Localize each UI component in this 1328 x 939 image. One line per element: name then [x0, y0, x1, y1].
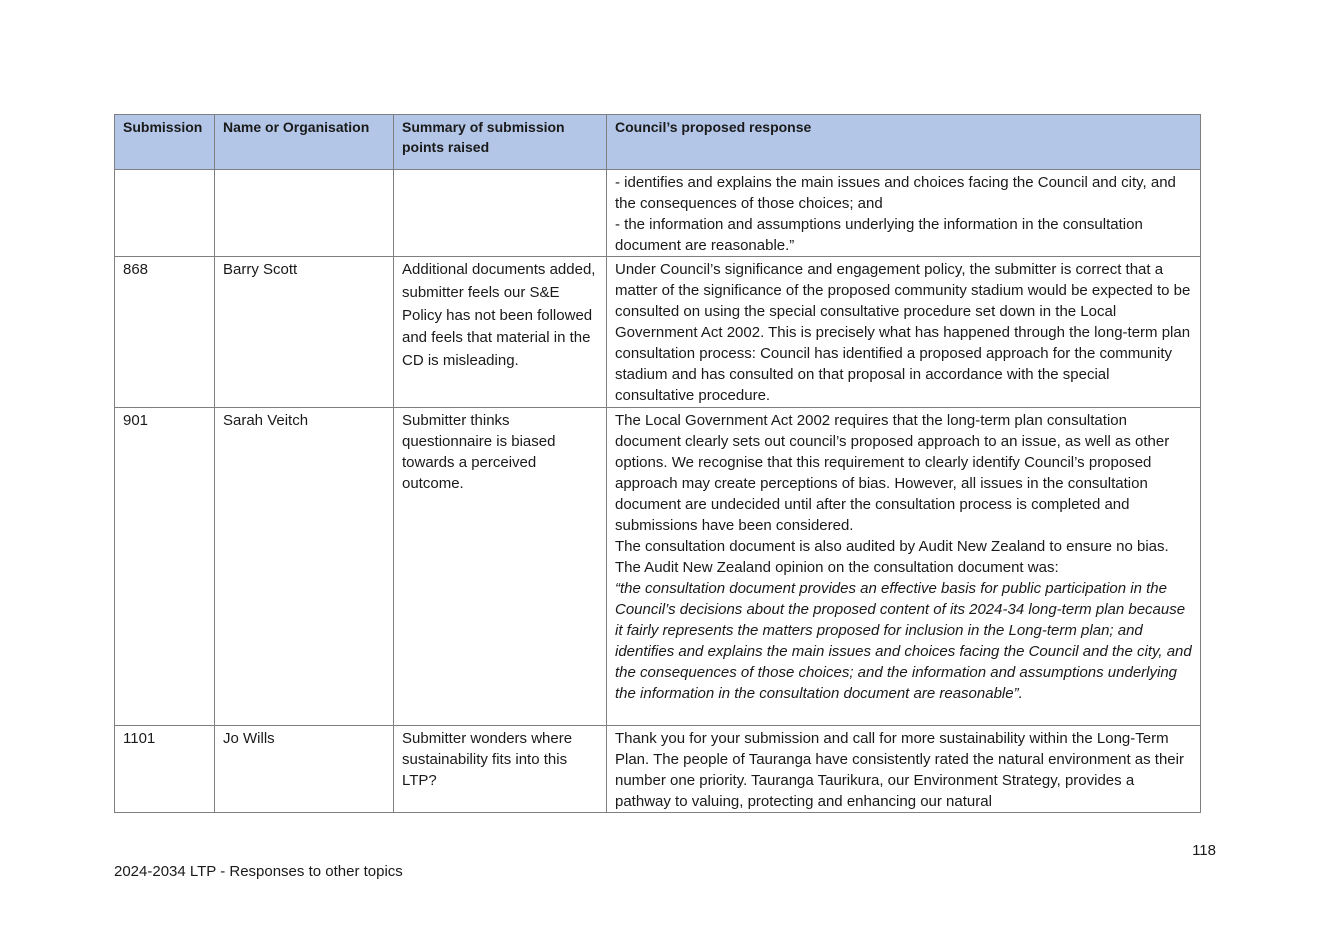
header-submission: Submission — [115, 115, 215, 170]
header-summary: Summary of submission points raised — [394, 115, 607, 170]
submission-number: 1101 — [115, 726, 215, 813]
response-paragraph: The Local Government Act 2002 requires that the long-term plan consultation document clearly sets out council’s proposed approach to an issue, as well as other options. We recognise that this requirement to clearly identify Council’s proposed approach may create perceptions of bias. However, all issues in the consultation document are undecided until after the consultation process is completed and submissions have been considered. — [615, 412, 1170, 534]
page-number: 118 — [1192, 842, 1216, 859]
table-header-row — [115, 115, 1201, 170]
table-row — [115, 257, 1201, 408]
response-paragraph: The consultation document is also audited by Audit New Zealand to ensure no bias. The Audit New Zealand opinion on the consultation document was: — [615, 538, 1169, 576]
submitter-name: Sarah Veitch — [215, 408, 394, 726]
submitter-name — [215, 170, 394, 257]
header-name: Name or Organisation — [215, 115, 394, 170]
submission-summary — [394, 170, 607, 257]
submission-number — [115, 170, 215, 257]
submission-summary: Submitter wonders where sustainability fits into this LTP? — [394, 726, 607, 813]
submission-summary: Additional documents added, submitter feels our S&E Policy has not been followed and feels that material in the CD is misleading. — [394, 257, 607, 408]
table-row — [115, 726, 1201, 813]
table-row — [115, 170, 1201, 257]
table-row — [115, 408, 1201, 726]
response-paragraph: Under Council’s significance and engagement policy, the submitter is correct that a matter of the significance of the proposed community stadium would be expected to be consulted on using the special consultative procedure set down in the Local Government Act 2002. This is precisely what has happened through the long-term plan consultation process: Council has identified a proposed approach for the community stadium and has consulted on that proposal in accordance with the special consultative procedure. — [615, 261, 1191, 404]
submission-number: 868 — [115, 257, 215, 408]
submitter-name: Barry Scott — [215, 257, 394, 408]
response-paragraph: Thank you for your submission and call for more sustainability within the Long-Term Plan. The people of Tauranga have consistently rated the natural environment as their number one priority. Tauranga Taurikura, our Environment Strategy, provides a pathway to valuing, protecting and enhancing our natural — [615, 730, 1184, 810]
response-paragraph: - the information and assumptions underlying the information in the consultation document are reasonable.” — [615, 216, 1143, 254]
response-paragraph: - identifies and explains the main issues and choices facing the Council and city, and the consequences of those choices; and — [615, 174, 1176, 212]
council-response — [607, 170, 1201, 257]
council-response — [607, 408, 1201, 726]
header-response: Council’s proposed response — [607, 115, 1201, 170]
council-response — [607, 726, 1201, 813]
footer-title: 2024-2034 LTP - Responses to other topics — [114, 863, 403, 880]
audit-opinion-quote: “the consultation document provides an effective basis for public participation in the Council’s decisions about the proposed content of its 2024-34 long-term plan because it fairly represents the matters proposed for inclusion in the Long-term plan; and identifies and explains the main issues and choices facing the Council and the city, and the consequences of those choices; and the information and assumptions underlying the information in the consultation document are reasonable”. — [615, 580, 1192, 702]
council-response — [607, 257, 1201, 408]
submissions-table — [114, 114, 1201, 813]
submission-summary: Submitter thinks questionnaire is biased towards a perceived outcome. — [394, 408, 607, 726]
submission-number: 901 — [115, 408, 215, 726]
submitter-name: Jo Wills — [215, 726, 394, 813]
